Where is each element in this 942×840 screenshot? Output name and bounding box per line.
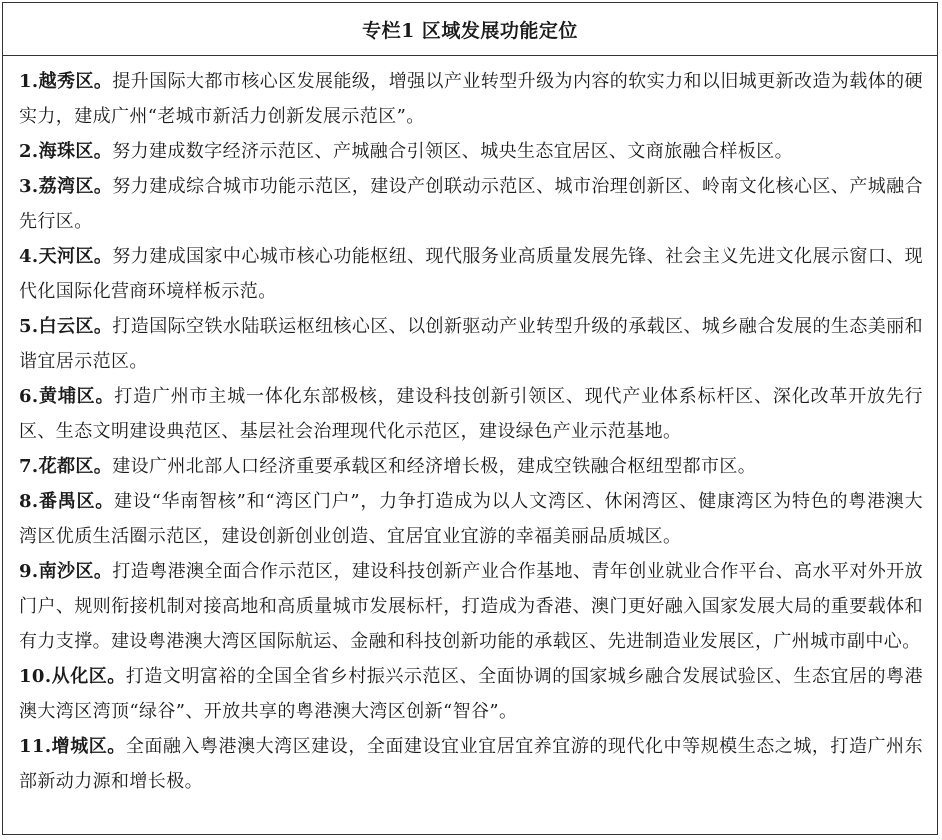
- district-name: 番禺区: [38, 491, 96, 512]
- district-description: 全面融入粤港澳大湾区建设，全面建设宜业宜居宜养宜游的现代化中等规模生态之城，打造广州东部新动力源和增长极。: [19, 736, 924, 792]
- item-separator: 。: [93, 561, 113, 582]
- item-number: 3.: [19, 176, 39, 197]
- district-item: [19, 64, 923, 134]
- item-number: 5.: [19, 316, 39, 337]
- item-number: 9.: [19, 561, 39, 582]
- district-item: [19, 659, 923, 729]
- item-number: 2.: [19, 141, 39, 162]
- item-number: 7.: [19, 456, 39, 477]
- district-item: [19, 554, 923, 659]
- district-name: 荔湾区: [38, 176, 94, 197]
- box-title: 专栏1 区域发展功能定位: [3, 3, 937, 56]
- item-separator: 。: [93, 316, 113, 337]
- district-name: 海珠区: [38, 141, 94, 162]
- item-number: 6.: [19, 386, 39, 407]
- item-number: 11.: [19, 736, 52, 757]
- district-item: [19, 449, 923, 484]
- district-name: 南沙区: [38, 561, 94, 582]
- district-item: [19, 484, 923, 554]
- district-description: 打造国际空铁水陆联运枢纽核心区、以创新驱动产业转型升级的承载区、城乡融合发展的生态美丽和谐宜居示范区。: [19, 316, 924, 372]
- district-description: 建设广州北部人口经济重要承载区和经济增长极，建成空铁融合枢纽型都市区。: [112, 456, 757, 477]
- district-description: 建设“华南智核”和“湾区门户”，力争打造成为以人文湾区、休闲湾区、健康湾区为特色的粤港澳大湾区优质生活圈示范区，建设创新创业创造、宜居宜业宜游的幸福美丽品质城区。: [19, 491, 924, 547]
- district-item: [19, 134, 923, 169]
- district-item: [19, 379, 923, 449]
- district-description: 打造粤港澳全面合作示范区，建设科技创新产业合作基地、青年创业就业合作平台、高水平对外开放门户、规则衔接机制对接高地和高质量城市发展标杆，打造成为香港、澳门更好融入国家发展大局的重要载体和有力支撑。建设粤港澳大湾区国际航运、金融和科技创新功能的承载区、先进制造业发展区，广州城市副中心。: [19, 561, 924, 652]
- item-separator: 。: [107, 736, 126, 757]
- district-item: [19, 729, 923, 799]
- item-separator: 。: [93, 246, 113, 267]
- district-name: 增城区: [51, 736, 108, 757]
- item-separator: 。: [93, 71, 113, 92]
- item-separator: 。: [95, 491, 115, 512]
- item-number: 4.: [19, 246, 39, 267]
- item-separator: 。: [93, 141, 113, 162]
- feature-box: [2, 2, 938, 835]
- district-name: 越秀区: [38, 71, 94, 92]
- district-item: [19, 309, 923, 379]
- item-separator: 。: [93, 176, 113, 197]
- item-separator: 。: [107, 666, 126, 687]
- district-description: 打造广州市主城一体化东部极核，建设科技创新引领区、现代产业体系标杆区、深化改革开放先行区、生态文明建设典范区、基层社会治理现代化示范区，建设绿色产业示范基地。: [19, 386, 924, 442]
- district-name: 黄埔区: [38, 386, 96, 407]
- item-separator: 。: [95, 386, 115, 407]
- district-description: 提升国际大都市核心区发展能级，增强以产业转型升级为内容的软实力和以旧城更新改造为载体的硬实力，建成广州“老城市新活力创新发展示范区”。: [19, 71, 924, 127]
- item-number: 8.: [19, 491, 39, 512]
- district-name: 天河区: [38, 246, 94, 267]
- district-description: 努力建成国家中心城市核心功能枢纽、现代服务业高质量发展先锋、社会主义先进文化展示窗口、现代化国际化营商环境样板示范。: [19, 246, 924, 302]
- item-number: 1.: [19, 71, 39, 92]
- district-list: [3, 56, 937, 799]
- district-name: 白云区: [38, 316, 94, 337]
- item-separator: 。: [93, 456, 113, 477]
- district-description: 努力建成综合城市功能示范区，建设产创联动示范区、城市治理创新区、岭南文化核心区、产城融合先行区。: [19, 176, 924, 232]
- district-description: 打造文明富裕的全国全省乡村振兴示范区、全面协调的国家城乡融合发展试验区、生态宜居的粤港澳大湾区湾顶“绿谷”、开放共享的粤港澳大湾区创新“智谷”。: [19, 666, 924, 722]
- district-item: [19, 239, 923, 309]
- district-item: [19, 169, 923, 239]
- item-number: 10.: [19, 666, 52, 687]
- district-description: 努力建成数字经济示范区、产城融合引领区、城央生态宜居区、文商旅融合样板区。: [112, 141, 793, 162]
- district-name: 从化区: [51, 666, 108, 687]
- district-name: 花都区: [38, 456, 94, 477]
